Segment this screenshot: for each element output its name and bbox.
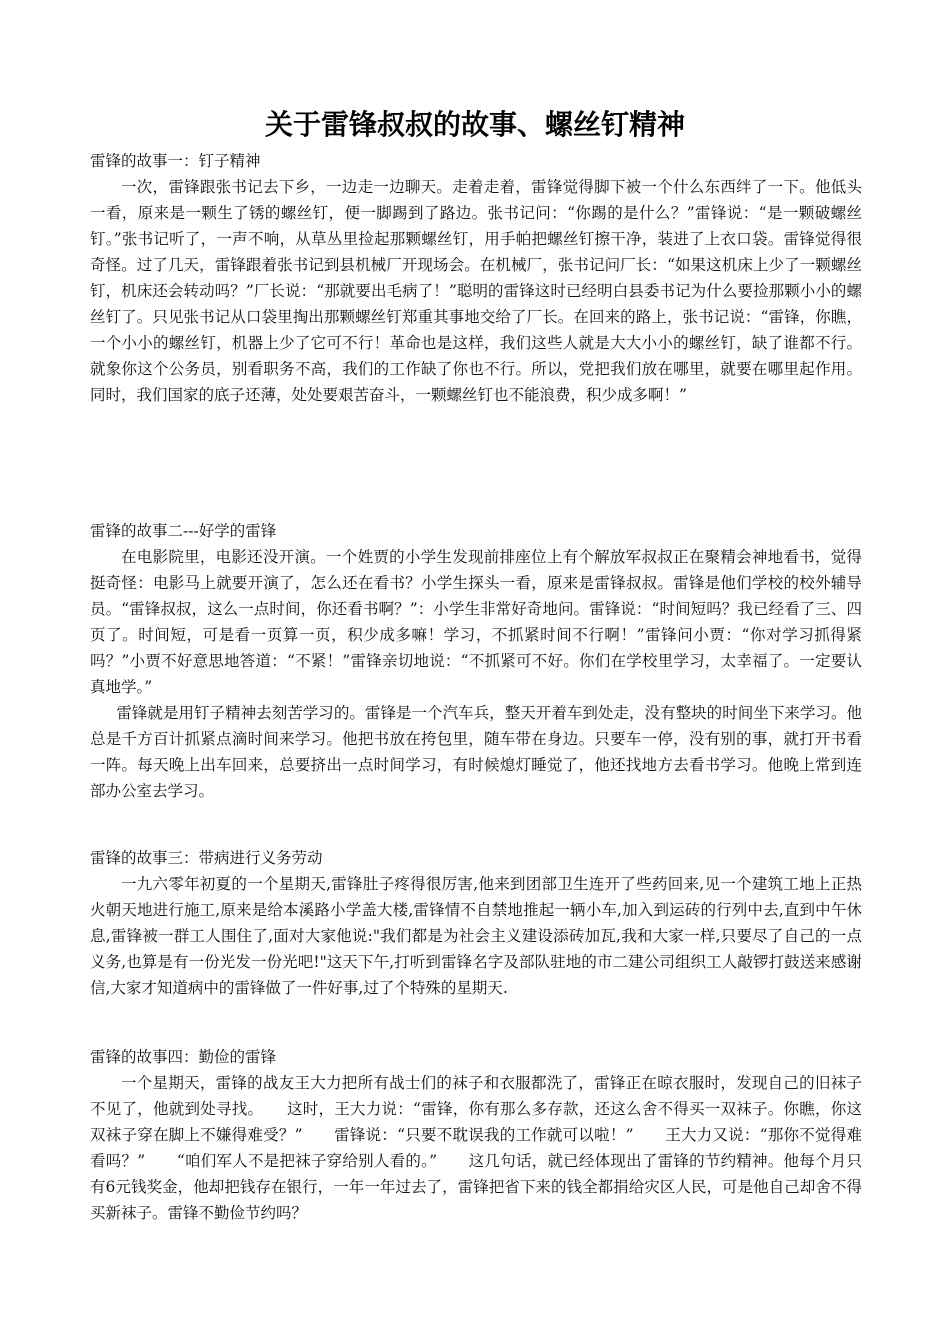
section-heading: 雷锋的故事四：勤俭的雷锋 — [90, 1048, 277, 1066]
story-section-4 — [90, 1044, 862, 1226]
document-title: 关于雷锋叔叔的故事、螺丝钉精神 — [264, 108, 685, 141]
section-heading: 雷锋的故事三：带病进行义务劳动 — [90, 849, 323, 867]
story-section-3 — [90, 845, 862, 1001]
section-heading: 雷锋的故事二---好学的雷锋 — [90, 522, 277, 540]
story-section-2 — [90, 518, 862, 804]
section-paragraph: 在电影院里，电影还没开演。一个姓贾的小学生发现前排座位上有个解放军叔叔正在聚精会神地看书，觉得挺奇怪：电影马上就要开演了，怎么还在看书？小学生探头一看，原来是雷锋叔叔。雷锋是他们学校的校外辅导员。“雷锋叔叔，这么一点时间，你还看书啊？”：小学生非常好奇地问。雷锋说：“时间短吗？我已经看了三、四页了。时间短，可是看一页算一页，积少成多嘛！学习，不抓紧时间不行啊！”雷锋问小贾：“你对学习抓得紧吗？”小贾不好意思地答道：“不紧！”雷锋亲切地说：“不抓紧可不好。你们在学校里学习，太幸福了。一定要认真地学。” — [90, 548, 862, 696]
section-paragraph: 雷锋就是用钉子精神去刻苦学习的。雷锋是一个汽车兵，整天开着车到处走，没有整块的时间坐下来学习。他总是千方百计抓紧点滴时间来学习。他把书放在挎包里，随车带在身边。只要车一停，没有别的事，就打开书看一阵。每天晚上出车回来，总要挤出一点时间学习，有时候熄灯睡觉了，他还找地方去看书学习。他晚上常到连部办公室去学习。 — [90, 704, 862, 800]
section-heading: 雷锋的故事一：钉子精神 — [90, 152, 261, 170]
section-paragraph: 一九六零年初夏的一个星期天,雷锋肚子疼得很厉害,他来到团部卫生连开了些药回来,见一个建筑工地上正热火朝天地进行施工,原来是给本溪路小学盖大楼,雷锋情不自禁地推起一辆小车,加入到运砖的行列中去,直到中午休息,雷锋被一群工人围住了,面对大家他说:"我们都是为社会主义建设添砖加瓦,我和大家一样,只要尽了自己的一点义务,也算是有一份光发一份光吧!"这天下午,打听到雷锋名字及部队驻地的市二建公司组织工人敲锣打鼓送来感谢信,大家才知道病中的雷锋做了一件好事,过了个特殊的星期天. — [90, 875, 862, 997]
section-paragraph: 一次，雷锋跟张书记去下乡，一边走一边聊天。走着走着，雷锋觉得脚下被一个什么东西绊了一下。他低头一看，原来是一颗生了锈的螺丝钉，便一脚踢到了路边。张书记问：“你踢的是什么？”雷锋说：“是一颗破螺丝钉。”张书记听了，一声不响，从草丛里捡起那颗螺丝钉，用手帕把螺丝钉擦干净，装进了上衣口袋。雷锋觉得很奇怪。过了几天，雷锋跟着张书记到县机械厂开现场会。在机械厂，张书记问厂长：“如果这机床上少了一颗螺丝钉，机床还会转动吗？”厂长说：“那就要出毛病了！”聪明的雷锋这时已经明白县委书记为什么要捡那颗小小的螺丝钉了。只见张书记从口袋里掏出那颗螺丝钉郑重其事地交给了厂长。在回来的路上，张书记说：“雷锋，你瞧，一个小小的螺丝钉，机器上少了它可不行！革命也是这样，我们这些人就是大大小小的螺丝钉，缺了谁都不行。就象你这个公务员，别看职务不高，我们的工作缺了你也不行。所以，党把我们放在哪里，就要在哪里起作用。同时，我们国家的底子还薄，处处要艰苦奋斗，一颗螺丝钉也不能浪费，积少成多啊！” — [90, 178, 862, 404]
section-paragraph: 一个星期天，雷锋的战友王大力把所有战士们的袜子和衣服都洗了，雷锋正在晾衣服时，发现自己的旧袜子不见了，他就到处寻找。 这时，王大力说：“雷锋，你有那么多存款，还这么舍不得买一双袜子。你瞧，你这双袜子穿在脚上不嫌得难受？” 雷锋说：“只要不耽误我的工作就可以啦！” 王大力又说：“那你不觉得难看吗？” “咱们军人不是把袜子穿给别人看的。” 这几句话，就已经体现出了雷锋的节约精神。他每个月只有6元钱奖金，他却把钱存在银行，一年一年过去了，雷锋把省下来的钱全都捐给灾区人民，可是他自己却舍不得买新袜子。雷锋不勤俭节约吗？ — [90, 1074, 862, 1222]
story-section-1 — [90, 148, 862, 408]
